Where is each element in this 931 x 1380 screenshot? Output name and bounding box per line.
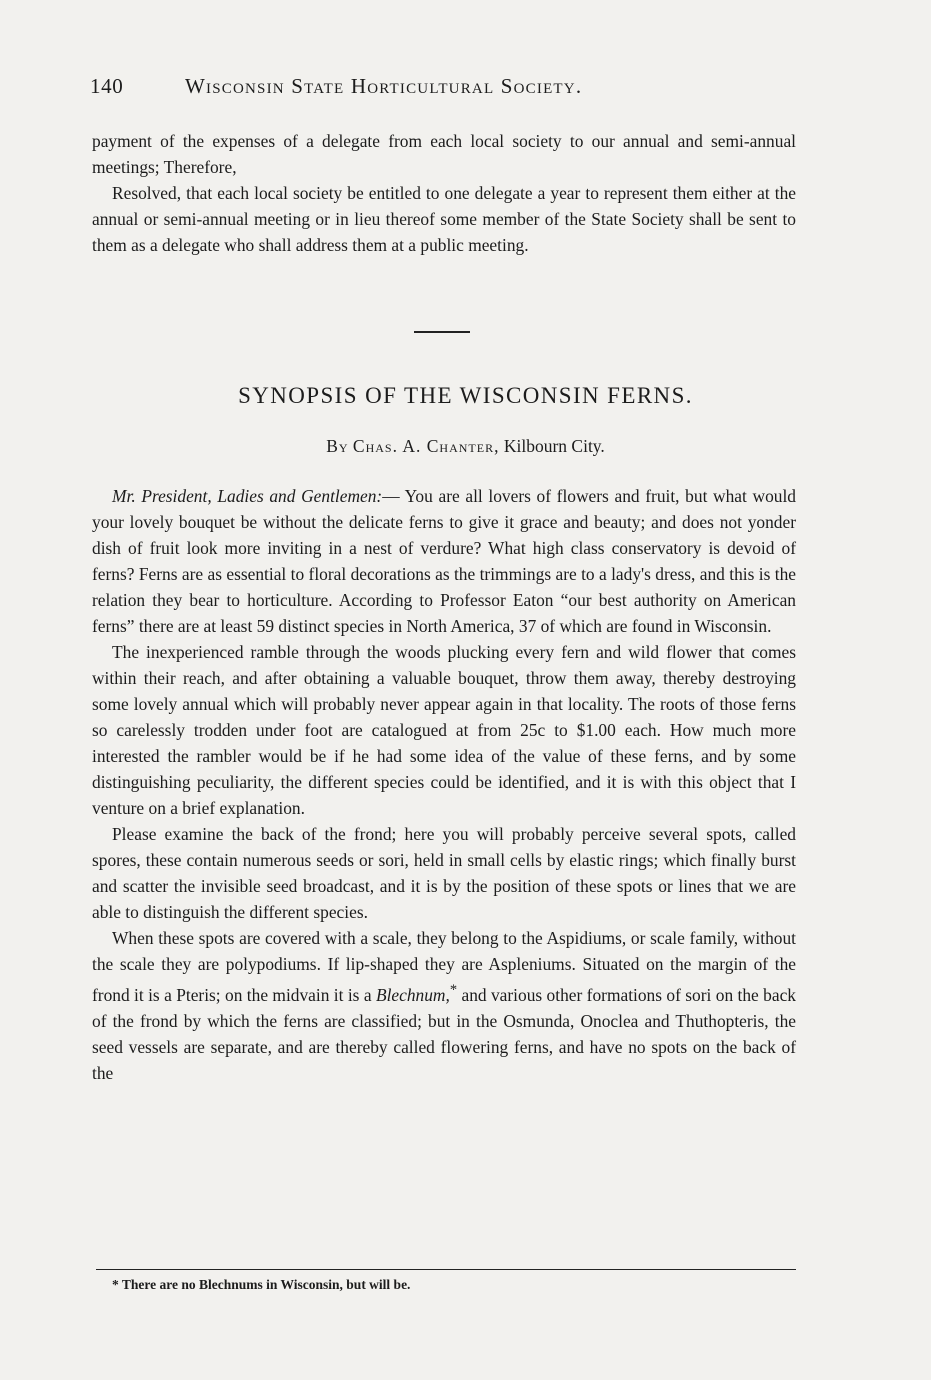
paragraph [92, 483, 796, 639]
author-place: Kilbourn City. [503, 436, 605, 456]
article-body [92, 483, 796, 1086]
paragraph: Please examine the back of the frond; here you will probably perceive several spots, called spores, these contain numerous seeds or sori, held in small cells by elastic rings; which finally burst and scatter the invisible seed broadcast, and it is by the position of these spots or lines that we are able to distinguish the different species. [92, 824, 796, 922]
author-name: Chas. A. Chanter, [352, 436, 500, 456]
paragraph: payment of the expenses of a delegate from each local society to our annual and semi-annual meetings; Therefore, [92, 131, 796, 177]
continued-text [92, 128, 796, 258]
paragraph-text: — You are all lovers of flowers and fruit, but what would your lovely bouquet be without the delicate ferns to give it grace and beauty; and does not yonder dish of fruit look more inviting in a nest of verdure? What high class conservatory is devoid of ferns? Ferns are as essential to floral decorations as the trimmings are to a lady's dress, and this is the relation they bear to horticulture. According to Professor Eaton “our best authority on American ferns” there are at least 59 distinct species in North America, 37 of which are found in Wisconsin. [92, 486, 796, 636]
salutation: Mr. President, Ladies and Gentlemen: [112, 486, 383, 506]
footnote-rule [96, 1269, 796, 1270]
footnote: * There are no Blechnums in Wisconsin, but will be. [112, 1277, 411, 1292]
byline-by: By [326, 436, 349, 456]
paragraph-text: and various other formations of sori on the back of the frond by which the ferns are classified; but in the Osmunda, Onoclea and Thuthopteris, the seed vessels are separate, and are thereby called flowering ferns, and have no spots on the back of the [92, 984, 796, 1083]
paragraph [92, 925, 796, 1086]
italic-term: Blechnum, [375, 984, 450, 1005]
running-header [90, 74, 810, 99]
running-title: Wisconsin State Horticultural Society. [185, 74, 583, 98]
article-title: SYNOPSIS OF THE WISCONSIN FERNS. [238, 383, 693, 408]
section-divider [414, 331, 470, 333]
page-number: 140 [90, 74, 124, 98]
paragraph-text: When these spots are covered with a scale, they belong to the Aspidiums, or scale family, without the scale they are polypodiums. If lip-shaped they are Aspleniums. Situated on the margin of the frond it is a Pteris; on the midvain it is a [92, 928, 796, 1005]
paragraph: The inexperienced ramble through the woods plucking every fern and wild flower that comes within their reach, and after obtaining a valuable bouquet, throw them away, thereby destroying some lovely annual which will probably never appear again in that locality. The roots of those ferns so carelessly trodden under foot are catalogued at from 25c to $1.00 each. How much more interested the rambler would be if he had some idea of the value of these ferns, and by some distinguishing peculiarity, the different species could be identified, and it is with this object that I venture on a brief explanation. [92, 642, 796, 818]
byline [0, 436, 931, 457]
footnote-marker: * [449, 982, 458, 998]
resolution-paragraph: Resolved, that each local society be entitled to one delegate a year to represent them either at the annual or semi-annual meeting or in lieu thereof some member of the State Society shall be sent to them as a delegate who shall address them at a public meeting. [92, 183, 796, 255]
